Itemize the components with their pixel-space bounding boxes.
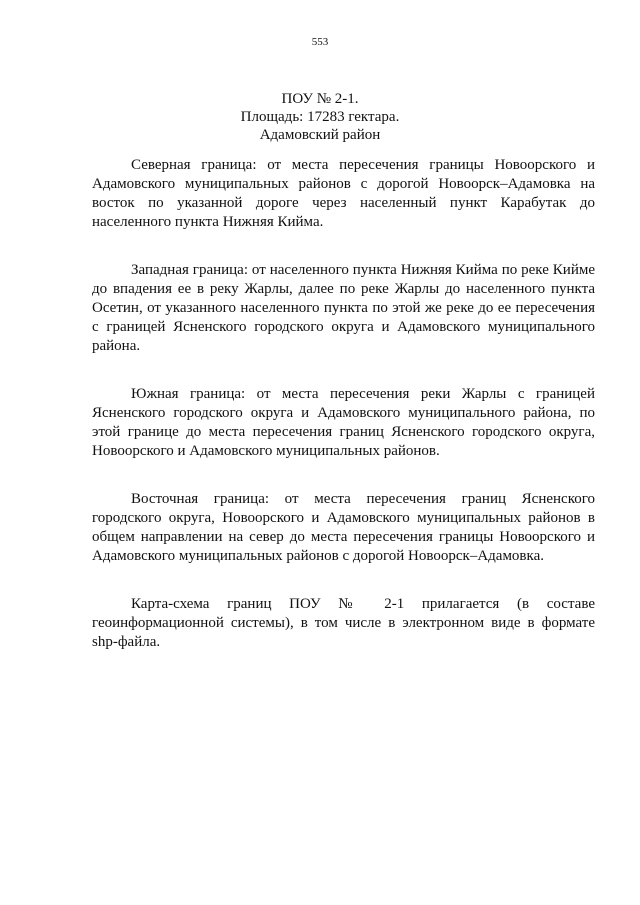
page-number: 553	[311, 36, 329, 48]
heading-title: ПОУ № 2-1.	[281, 91, 359, 107]
document-heading	[0, 90, 640, 144]
paragraph-south-boundary: Южная граница: от места пересечения реки Жарлы с границей Ясненского городского округа и Адамовского муниципального района, по этой границе до места пересечения границ Ясненского городского округа, Новоорского и Адамовского муниципальных районов.	[92, 386, 595, 459]
document-body	[92, 156, 595, 681]
paragraph-west-boundary: Западная граница: от населенного пункта Нижняя Кийма по реке Кийме до впадения ее в реку Жарлы, далее по реке Жарлы до населенного пункта Осетин, от указанного населенного пункта по этой же реке до ее пересечения с границей Ясненского городского округа и Адамовского муниципального района.	[92, 262, 595, 354]
paragraph-east-boundary: Восточная граница: от места пересечения границ Ясненского городского округа, Новоорского и Адамовского муниципальных районов в общем направлении на север до места пересечения границы Новоорского и Адамовского муниципальных районов с дорогой Новоорск–Адамовка.	[92, 491, 595, 564]
heading-area: Площадь: 17283 гектара.	[240, 109, 400, 125]
paragraph-map-note: Карта-схема границ ПОУ № 2-1 прилагается (в составе геоинформационной системы), в том числе в электронном виде в формате shp-файла.	[92, 596, 595, 650]
heading-district: Адамовский район	[259, 127, 381, 143]
paragraph-north-boundary: Северная граница: от места пересечения границы Новоорского и Адамовского муниципальных районов с дорогой Новоорск–Адамовка на восток по указанной дороге через населенный пункт Карабутак до населенного пункта Нижняя Кийма.	[92, 157, 595, 230]
